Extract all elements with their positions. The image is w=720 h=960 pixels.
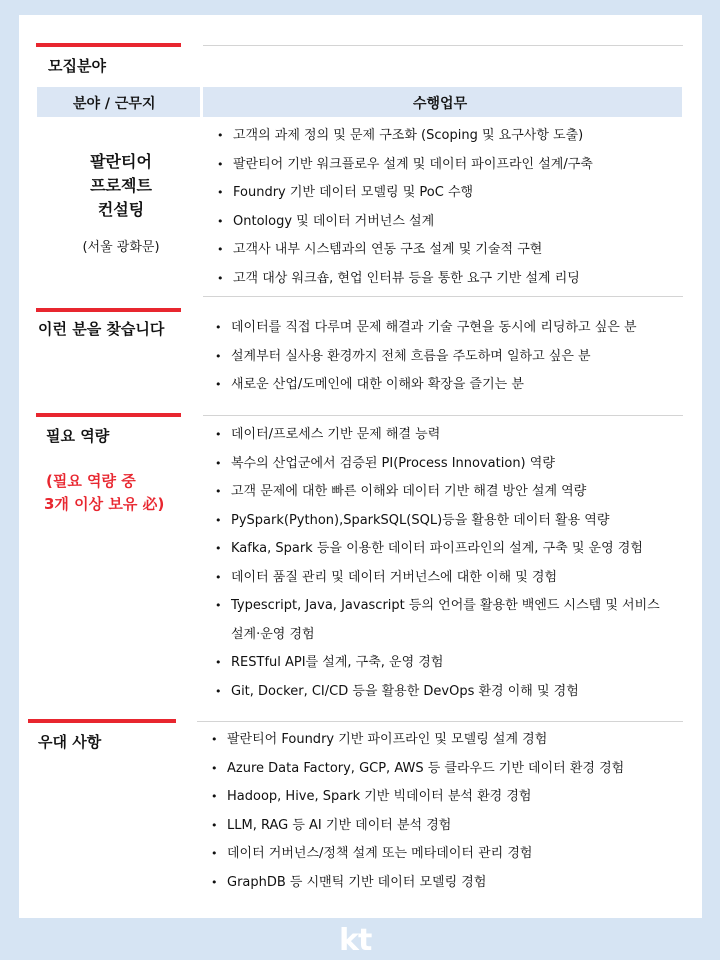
task-list — [217, 122, 687, 293]
list-item: • 고객의 과제 정의 및 문제 구조화 (Scoping 및 요구사항 도출) — [217, 122, 687, 151]
required-note-line: 3개 이상 보유 必) — [44, 495, 165, 513]
section-accent-bar — [28, 719, 176, 723]
section-divider — [203, 415, 683, 416]
section-accent-bar — [36, 43, 181, 47]
list-item: • 고객 대상 워크숍, 현업 인터뷰 등을 통한 요구 기반 설계 리딩 — [217, 265, 687, 294]
list-item: • 복수의 산업군에서 검증된 PI(Process Innovation) 역량 — [215, 450, 687, 479]
table-header-right — [203, 87, 682, 117]
list-item: • 설계부터 실사용 환경까지 전체 흐름을 주도하며 일하고 싶은 분 — [215, 343, 685, 372]
list-item: • RESTful API를 설계, 구축, 운영 경험 — [215, 649, 687, 678]
section-divider — [197, 721, 683, 722]
list-item: • 팔란티어 Foundry 기반 파이프라인 및 모델링 설계 경험 — [211, 726, 683, 755]
section-divider — [203, 296, 683, 297]
header-tasks: 수행업무 — [413, 96, 468, 112]
section-accent-bar — [36, 413, 181, 417]
required-list — [215, 421, 687, 706]
section-title-preferred: 우대 사항 — [38, 733, 102, 751]
section-accent-bar — [36, 308, 181, 312]
list-item: • Typescript, Java, Javascript 등의 언어를 활용한 백엔드 시스템 및 서비스 설계·운영 경험 — [215, 592, 671, 649]
list-item: • 고객 문제에 대한 빠른 이해와 데이터 기반 해결 방안 설계 역량 — [215, 478, 687, 507]
table-header-left — [37, 87, 200, 117]
section-title-seeking: 이런 분을 찾습니다 — [38, 320, 165, 338]
required-note — [44, 470, 164, 516]
list-item: • 고객사 내부 시스템과의 연동 구조 설계 및 기술적 구현 — [217, 236, 687, 265]
list-item: • LLM, RAG 등 AI 기반 데이터 분석 경험 — [211, 812, 683, 841]
list-item: • GraphDB 등 시맨틱 기반 데이터 모델링 경험 — [211, 869, 683, 898]
seeking-list — [215, 314, 685, 400]
section-title-recruit: 모집분야 — [48, 57, 106, 75]
required-note-line: (필요 역량 중 — [46, 472, 136, 490]
list-item: • 새로운 산업/도메인에 대한 이해와 확장을 즐기는 분 — [215, 371, 685, 400]
header-field-location: 분야 / 근무지 — [73, 96, 156, 112]
preferred-list — [211, 726, 683, 897]
list-item: • Ontology 및 데이터 거버넌스 설계 — [217, 208, 687, 237]
field-name-line: 프로젝트 — [90, 176, 152, 195]
list-item: • 데이터 품질 관리 및 데이터 거버넌스에 대한 이해 및 경험 — [215, 564, 687, 593]
list-item: • 데이터/프로세스 기반 문제 해결 능력 — [215, 421, 687, 450]
list-item: • Git, Docker, CI/CD 등을 활용한 DevOps 환경 이해 및 경험 — [215, 678, 687, 707]
field-name — [56, 150, 186, 258]
section-divider — [203, 45, 683, 46]
list-item: • PySpark(Python),SparkSQL(SQL)등을 활용한 데이터 활용 역량 — [215, 507, 687, 536]
list-item: • 데이터를 직접 다루며 문제 해결과 기술 구현을 동시에 리딩하고 싶은 분 — [215, 314, 685, 343]
list-item: • Hadoop, Hive, Spark 기반 빅데이터 분석 환경 경험 — [211, 783, 683, 812]
list-item: • Foundry 기반 데이터 모델링 및 PoC 수행 — [217, 179, 687, 208]
field-name-line: 컨설팅 — [97, 200, 145, 219]
list-item: • Kafka, Spark 등을 이용한 데이터 파이프라인의 설계, 구축 및 운영 경험 — [215, 535, 687, 564]
work-location: (서울 광화문) — [82, 240, 160, 255]
list-item: • 데이터 거버넌스/정책 설계 또는 메타데이터 관리 경험 — [211, 840, 683, 869]
kt-logo: kt — [339, 923, 372, 958]
list-item: • 팔란티어 기반 워크플로우 설계 및 데이터 파이프라인 설계/구축 — [217, 151, 687, 180]
list-item: • Azure Data Factory, GCP, AWS 등 클라우드 기반 데이터 환경 경험 — [211, 755, 683, 784]
field-name-line: 팔란티어 — [90, 152, 152, 171]
section-title-required: 필요 역량 — [46, 427, 110, 445]
